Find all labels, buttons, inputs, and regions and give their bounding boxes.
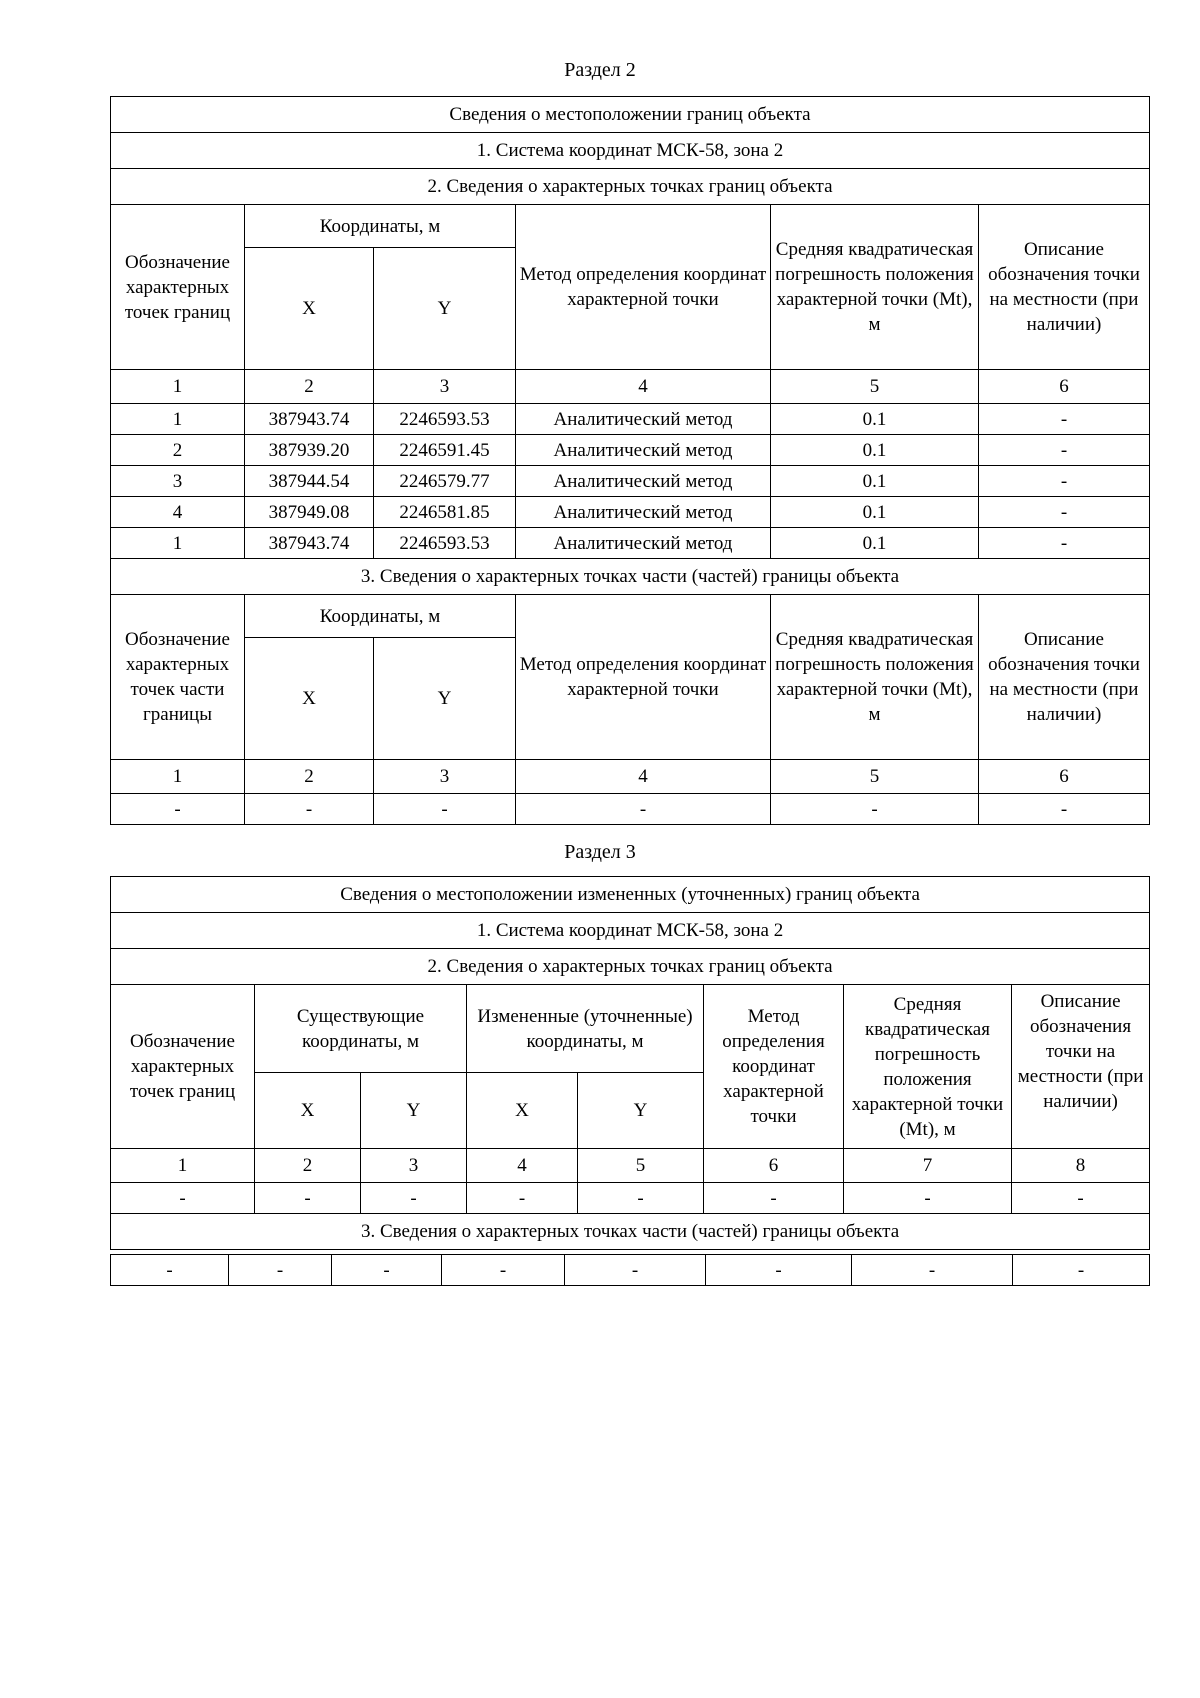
table-row	[111, 404, 1150, 435]
table-cell: -	[111, 1183, 255, 1214]
col-number: 8	[1012, 1149, 1150, 1183]
point-x: 387943.74	[245, 528, 374, 559]
point-description: -	[979, 466, 1150, 497]
col-number: 5	[578, 1149, 704, 1183]
point-y: 2246591.45	[374, 435, 516, 466]
col-number: 4	[467, 1149, 578, 1183]
section-2-header: Сведения о местоположении границ объекта	[111, 97, 1150, 133]
section-2-points-title-row	[111, 169, 1150, 205]
table-cell: -	[704, 1183, 844, 1214]
table-cell: -	[844, 1183, 1012, 1214]
point-x: 387943.74	[245, 404, 374, 435]
point-y: 2246593.53	[374, 528, 516, 559]
section-2-coord-system: 1. Система координат МСК-58, зона 2	[111, 133, 1150, 169]
section-3-coord-system-row	[111, 913, 1150, 949]
parts-col-header-y: Y	[374, 638, 516, 760]
section-2-col-numbers-row	[111, 370, 1150, 404]
table-row	[111, 435, 1150, 466]
point-designation: 4	[111, 497, 245, 528]
section-3-col-numbers-row	[111, 1149, 1150, 1183]
table-cell: -	[516, 794, 771, 825]
point-y: 2246593.53	[374, 404, 516, 435]
table-cell: -	[245, 794, 374, 825]
section-2-title: Раздел 2	[564, 59, 636, 81]
col-number: 6	[979, 370, 1150, 404]
point-x: 387944.54	[245, 466, 374, 497]
col-number: 4	[516, 760, 771, 794]
section-3-coord-system: 1. Система координат МСК-58, зона 2	[111, 913, 1150, 949]
point-error: 0.1	[771, 466, 979, 497]
parts-col-header-coords: Координаты, м	[245, 595, 516, 638]
col-header-coords: Координаты, м	[245, 205, 516, 248]
table-row	[111, 497, 1150, 528]
col-header-y: Y	[374, 248, 516, 370]
table-cell: -	[771, 794, 979, 825]
point-x: 387939.20	[245, 435, 374, 466]
point-error: 0.1	[771, 497, 979, 528]
section-2-parts-title: 3. Сведения о характерных точках части (частей) границы объекта	[111, 559, 1150, 595]
parts-col-header-description: Описание обозначения точки на местности (при наличии)	[979, 595, 1150, 760]
col-header-designation: Обозначение характерных точек границ	[111, 985, 255, 1149]
table-cell: -	[852, 1255, 1013, 1286]
col-header-error: Средняя квадратическая погрешность положения характерной точки (Mt), м	[771, 205, 979, 370]
table-cell: -	[374, 794, 516, 825]
point-designation: 2	[111, 435, 245, 466]
point-method: Аналитический метод	[516, 435, 771, 466]
table-cell: -	[565, 1255, 706, 1286]
section-3-parts-title-row	[111, 1214, 1150, 1250]
col-header-method: Метод определения координат характерной точки	[516, 205, 771, 370]
point-method: Аналитический метод	[516, 466, 771, 497]
table-cell: -	[111, 1255, 229, 1286]
col-header-changed-coords: Измененные (уточненные) координаты, м	[467, 985, 704, 1073]
section-3-table	[110, 876, 1150, 1250]
section-2-parts-col-header-row-1	[111, 595, 1150, 638]
section-3-points-title: 2. Сведения о характерных точках границ объекта	[111, 949, 1150, 985]
section-2-parts-col-numbers-row	[111, 760, 1150, 794]
section-2-table	[110, 96, 1150, 825]
point-x: 387949.08	[245, 497, 374, 528]
col-header-description: Описание обозначения точки на местности (при наличии)	[1012, 985, 1150, 1149]
col-header-existing-x: X	[255, 1073, 361, 1149]
point-designation: 1	[111, 404, 245, 435]
col-number: 1	[111, 370, 245, 404]
table-row	[111, 528, 1150, 559]
table-cell: -	[229, 1255, 332, 1286]
section-3-header-row	[111, 877, 1150, 913]
point-method: Аналитический метод	[516, 404, 771, 435]
table-row	[111, 1255, 1150, 1286]
col-number: 3	[374, 370, 516, 404]
section-3-points-title-row	[111, 949, 1150, 985]
section-3-parts-title: 3. Сведения о характерных точках части (частей) границы объекта	[111, 1214, 1150, 1250]
table-cell: -	[255, 1183, 361, 1214]
table-row	[111, 466, 1150, 497]
col-header-existing-y: Y	[361, 1073, 467, 1149]
point-method: Аналитический метод	[516, 497, 771, 528]
section-3-col-header-row-1	[111, 985, 1150, 1073]
point-description: -	[979, 528, 1150, 559]
section-3-header: Сведения о местоположении измененных (уточненных) границ объекта	[111, 877, 1150, 913]
parts-col-header-method: Метод определения координат характерной точки	[516, 595, 771, 760]
table-row	[111, 794, 1150, 825]
table-cell: -	[578, 1183, 704, 1214]
col-header-description: Описание обозначения точки на местности (при наличии)	[979, 205, 1150, 370]
table-cell: -	[332, 1255, 442, 1286]
col-number: 5	[771, 370, 979, 404]
col-number: 5	[771, 760, 979, 794]
col-number: 6	[979, 760, 1150, 794]
table-cell: -	[706, 1255, 852, 1286]
col-number: 3	[374, 760, 516, 794]
parts-col-header-designation: Обозначение характерных точек части границы	[111, 595, 245, 760]
section-2-coord-system-row	[111, 133, 1150, 169]
parts-col-header-x: X	[245, 638, 374, 760]
col-number: 1	[111, 1149, 255, 1183]
section-2-points-title: 2. Сведения о характерных точках границ объекта	[111, 169, 1150, 205]
section-3-title: Раздел 3	[564, 841, 636, 863]
point-error: 0.1	[771, 528, 979, 559]
col-header-designation: Обозначение характерных точек границ	[111, 205, 245, 370]
point-y: 2246581.85	[374, 497, 516, 528]
section-2-header-row	[111, 97, 1150, 133]
table-cell: -	[1013, 1255, 1150, 1286]
col-number: 4	[516, 370, 771, 404]
col-number: 1	[111, 760, 245, 794]
col-number: 2	[255, 1149, 361, 1183]
point-description: -	[979, 497, 1150, 528]
table-row	[111, 1183, 1150, 1214]
section-2-parts-title-row	[111, 559, 1150, 595]
point-error: 0.1	[771, 435, 979, 466]
col-header-changed-x: X	[467, 1073, 578, 1149]
col-number: 2	[245, 370, 374, 404]
table-cell: -	[1012, 1183, 1150, 1214]
col-number: 7	[844, 1149, 1012, 1183]
col-header-changed-y: Y	[578, 1073, 704, 1149]
col-header-method: Метод определения координат характерной точки	[704, 985, 844, 1149]
col-number: 6	[704, 1149, 844, 1183]
col-header-x: X	[245, 248, 374, 370]
parts-col-header-error: Средняя квадратическая погрешность положения характерной точки (Mt), м	[771, 595, 979, 760]
section-3-parts-table	[110, 1254, 1150, 1286]
point-designation: 3	[111, 466, 245, 497]
section-2-col-header-row-1	[111, 205, 1150, 248]
point-method: Аналитический метод	[516, 528, 771, 559]
point-error: 0.1	[771, 404, 979, 435]
table-cell: -	[442, 1255, 565, 1286]
col-header-error: Средняя квадратическая погрешность положения характерной точки (Mt), м	[844, 985, 1012, 1149]
point-description: -	[979, 404, 1150, 435]
col-header-existing-coords: Существующие координаты, м	[255, 985, 467, 1073]
point-designation: 1	[111, 528, 245, 559]
table-cell: -	[467, 1183, 578, 1214]
col-number: 3	[361, 1149, 467, 1183]
point-description: -	[979, 435, 1150, 466]
table-cell: -	[979, 794, 1150, 825]
point-y: 2246579.77	[374, 466, 516, 497]
table-cell: -	[361, 1183, 467, 1214]
col-number: 2	[245, 760, 374, 794]
table-cell: -	[111, 794, 245, 825]
